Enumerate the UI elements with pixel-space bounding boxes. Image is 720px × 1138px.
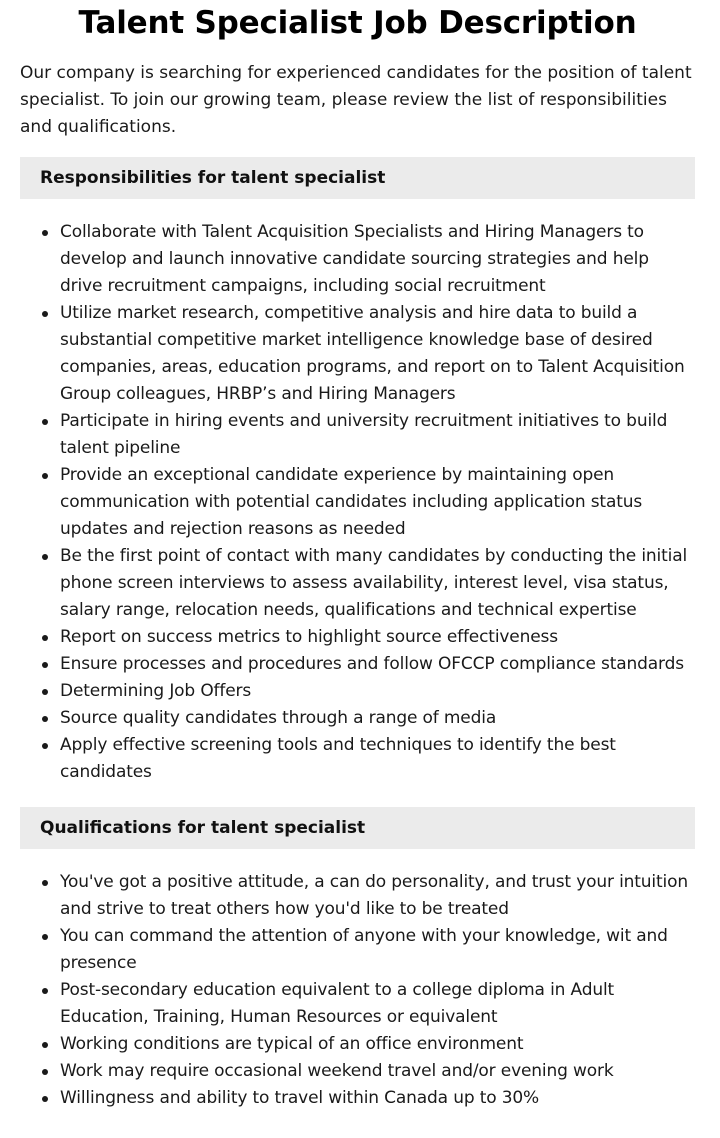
qualifications-header: Qualifications for talent specialist <box>20 807 695 849</box>
list-item: Apply effective screening tools and techniques to identify the best candidates <box>60 732 695 786</box>
list-item: Provide an exceptional candidate experience by maintaining open communication with potential candidates including application status updates and rejection reasons as needed <box>60 462 695 543</box>
list-item: Working conditions are typical of an office environment <box>60 1031 695 1058</box>
list-item: Utilize market research, competitive analysis and hire data to build a substantial competitive market intelligence knowledge base of desired companies, areas, education programs, and report on to Talent Acquisition Group colleagues, HRBP’s and Hiring Managers <box>60 300 695 408</box>
list-item: Collaborate with Talent Acquisition Specialists and Hiring Managers to develop and launch innovative candidate sourcing strategies and help drive recruitment campaigns, including social recruitment <box>60 219 695 300</box>
qualifications-list <box>20 869 695 1112</box>
list-item: Report on success metrics to highlight source effectiveness <box>60 624 695 651</box>
list-item: You've got a positive attitude, a can do personality, and trust your intuition and strive to treat others how you'd like to be treated <box>60 869 695 923</box>
responsibilities-list <box>20 219 695 786</box>
list-item: Participate in hiring events and university recruitment initiatives to build talent pipeline <box>60 408 695 462</box>
list-item: Ensure processes and procedures and follow OFCCP compliance standards <box>60 651 695 678</box>
responsibilities-header: Responsibilities for talent specialist <box>20 157 695 199</box>
list-item: Source quality candidates through a range of media <box>60 705 695 732</box>
list-item: Determining Job Offers <box>60 678 695 705</box>
list-item: Be the first point of contact with many candidates by conducting the initial phone screen interviews to assess availability, interest level, visa status, salary range, relocation needs, qualifications and technical expertise <box>60 543 695 624</box>
list-item: You can command the attention of anyone with your knowledge, wit and presence <box>60 923 695 977</box>
intro-paragraph: Our company is searching for experienced candidates for the position of talent specialist. To join our growing team, please review the list of responsibilities and qualifications. <box>20 63 692 137</box>
page-title: Talent Specialist Job Description <box>78 5 637 41</box>
list-item: Post-secondary education equivalent to a college diploma in Adult Education, Training, Human Resources or equivalent <box>60 977 695 1031</box>
list-item: Work may require occasional weekend travel and/or evening work <box>60 1058 695 1085</box>
list-item: Willingness and ability to travel within Canada up to 30% <box>60 1085 695 1112</box>
